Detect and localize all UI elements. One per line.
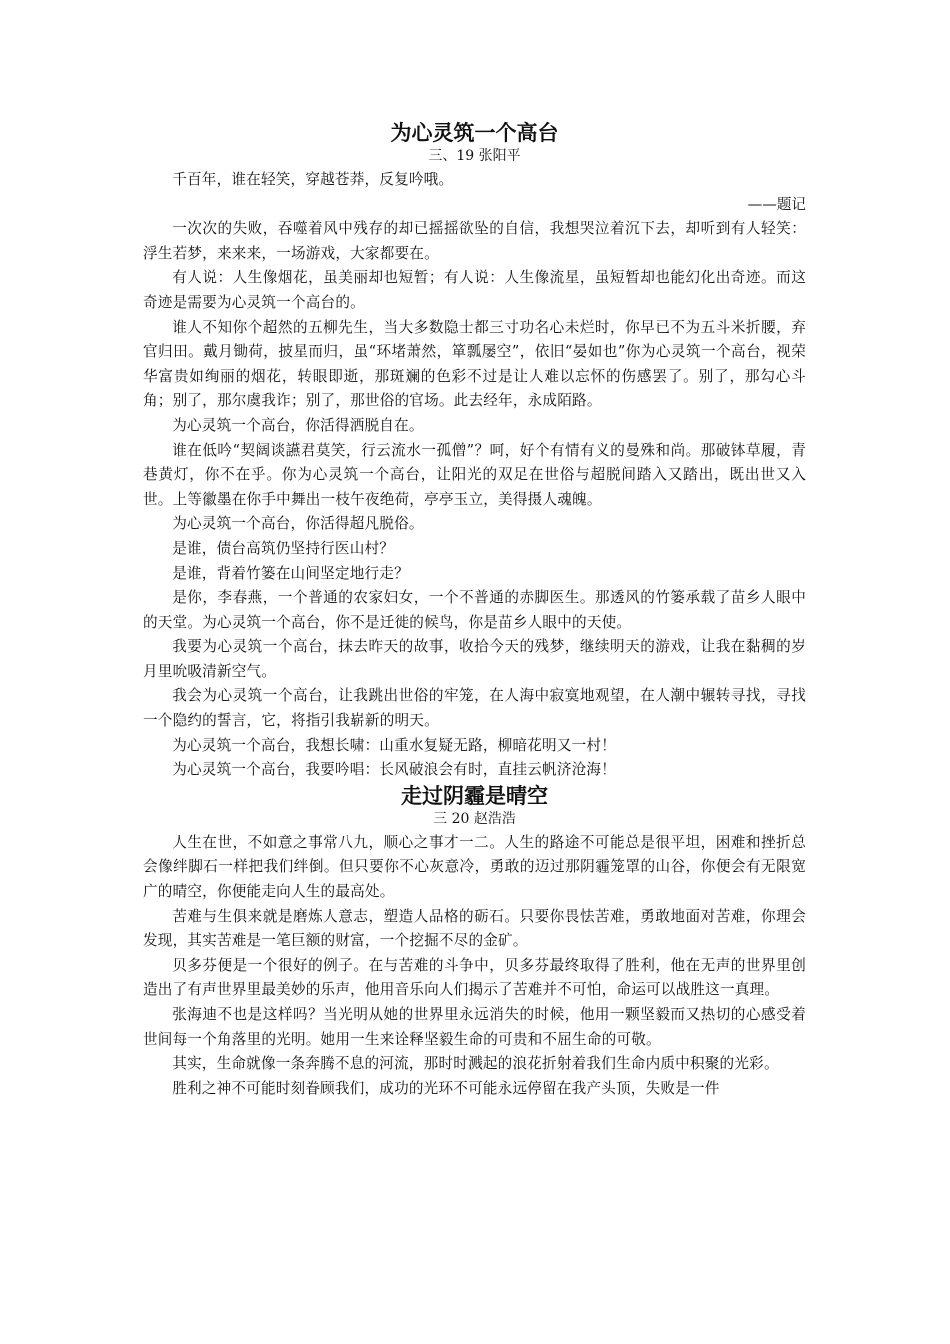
epigraph-note: ——题记 bbox=[747, 195, 806, 213]
paragraph: 我要为心灵筑一个高台，抹去昨天的故事，收拾今天的残梦，继续明天的游戏，让我在黏稠的岁月里吮吸清新空气。 bbox=[143, 638, 806, 680]
paragraph: 为心灵筑一个高台，我想长啸：山重水复疑无路，柳暗花明又一村！ bbox=[172, 736, 617, 754]
paragraph: 是谁，背着竹篓在山间坚定地行走？ bbox=[172, 564, 409, 582]
article-byline: 三 20 赵浩浩 bbox=[433, 810, 516, 827]
paragraph: 贝多芬便是一个很好的例子。在与苦难的斗争中，贝多芬最终取得了胜利，他在无声的世界里创造出了有声世界里最美妙的乐声，他用音乐向人们揭示了苦难并不可怕，命运可以战胜这一真理。 bbox=[143, 956, 806, 999]
document-page bbox=[143, 120, 806, 1101]
paragraph: 张海迪不也是这样吗？当光明从她的世界里永远消失的时候，他用一颗坚毅而又热切的心感受着世间每一个角落里的光明。她用一生来诠释坚毅生命的可贵和不屈生命的可敬。 bbox=[143, 1006, 806, 1048]
paragraph: 是谁，债台高筑仍坚持行医山村？ bbox=[172, 539, 395, 557]
epigraph: 千百年，谁在轻笑，穿越苍莽，反复吟哦。 bbox=[172, 171, 454, 188]
paragraph: 一次次的失败，吞噬着风中残存的却已摇摇欲坠的自信，我想哭泣着沉下去，却听到有人轻笑：浮生若梦，来来来，一场游戏，大家都要在。 bbox=[143, 220, 806, 262]
paragraph: 为心灵筑一个高台，你活得洒脱自在。 bbox=[172, 416, 424, 434]
paragraph: 人生在世，不如意之事常八九，顺心之事才一二。人生的路途不可能总是很平坦，困难和挫折总会像绊脚石一样把我们绊倒。但只要你不心灰意冷，勇敢的迈过那阴霾笼罩的山谷，你便会有无限宽广的晴空，你便能走向人生的最高处。 bbox=[143, 833, 806, 901]
paragraph: 我会为心灵筑一个高台，让我跳出世俗的牢笼，在人海中寂寞地观望，在人潮中辗转寻找，寻找一个隐约的誓言，它，将指引我崭新的明天。 bbox=[143, 687, 806, 730]
article-1 bbox=[143, 120, 806, 783]
paragraph: 其实，生命就像一条奔腾不息的河流，那时时溅起的浪花折射着我们生命内质中积聚的光彩。 bbox=[172, 1055, 779, 1073]
paragraph: 为心灵筑一个高台，你活得超凡脱俗。 bbox=[172, 515, 424, 533]
paragraph: 是你，李春燕，一个普通的农家妇女，一个不普通的赤脚医生。那透风的竹篓承载了苗乡人眼中的天堂。为心灵筑一个高台，你不是迁徙的候鸟，你是苗乡人眼中的天使。 bbox=[143, 589, 806, 631]
article-title: 走过阴霾是晴空 bbox=[401, 783, 548, 808]
paragraph: 胜利之神不可能时刻眷顾我们，成功的光环不可能永远停留在我产头顶，失败是一件 bbox=[172, 1079, 720, 1097]
article-byline: 三、19 张阳平 bbox=[428, 148, 521, 164]
paragraph: 有人说：人生像烟花，虽美丽却也短暂；有人说：人生像流星，虽短暂却也能幻化出奇迹。而这奇迹是需要为心灵筑一个高台的。 bbox=[143, 269, 806, 311]
paragraph: 谁在低吟“契阔谈讌君莫笑，行云流水一孤僧”？呵，好个有情有义的曼殊和尚。那破钵草履，青巷黄灯，你不在乎。你为心灵筑一个高台，让阳光的双足在世俗与超脱间踏入又踏出，既出世又入世。上等徽墨在你手中舞出一枝午夜绝荷，亭亭玉立，美得摄人魂魄。 bbox=[143, 441, 806, 508]
article-title: 为心灵筑一个高台 bbox=[390, 121, 559, 145]
paragraph: 为心灵筑一个高台，我要吟唱：长风破浪会有时，直挂云帆济沧海！ bbox=[172, 761, 617, 779]
paragraph: 谁人不知你个超然的五柳先生，当大多数隐士都三寸功名心未烂时，你早已不为五斗米折腰，弃官归田。戴月锄荷，披星而归，虽“环堵萧然，箪瓢屡空”，依旧“晏如也”你为心灵筑一个高台，视荣华富贵如绚丽的烟花，转眼即逝，那斑斓的色彩不过是让人难以忘怀的伤感罢了。别了，那勾心斗角；别了，那尔虞我诈；别了，那世俗的官场。此去经年，永成陌路。 bbox=[143, 318, 806, 410]
article-2 bbox=[143, 783, 806, 1102]
paragraph: 苦难与生俱来就是磨炼人意志，塑造人品格的砺石。只要你畏怯苦难，勇敢地面对苦难，你理会发现，其实苦难是一笔巨额的财富，一个挖掘不尽的金矿。 bbox=[143, 907, 806, 950]
